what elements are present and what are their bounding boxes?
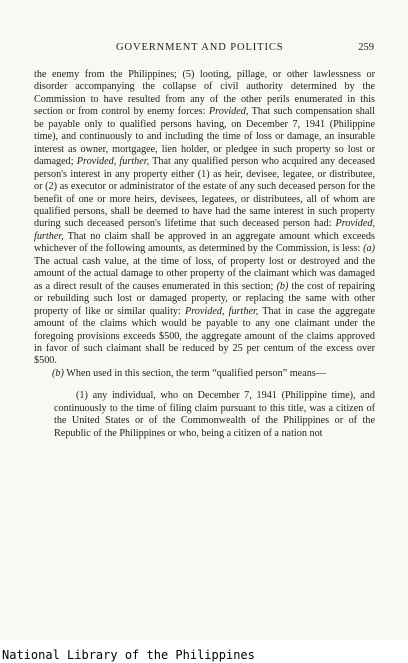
text-segment: The actual cash value, at the time of loss, of property lost or destroyed and the amount of the actual damage to other property of the claimant which was damaged as a direct result of the causes enumerated in this section; bbox=[34, 255, 375, 292]
paragraph-qualified-person bbox=[34, 368, 375, 380]
proviso-italic: Provided, further, bbox=[76, 156, 150, 168]
text-segment: That such compensation shall be payable only to qualified persons having, on December 7, 1941 (Philippine time), and continuously to and including the time of loss or damage, an insurable interest as owner, mortgagee, lien holder, or pledgee in such property so lost or damaged; bbox=[34, 106, 376, 168]
paragraph-compensation-provisions bbox=[34, 69, 375, 368]
library-watermark: National Library of the Philippines bbox=[2, 648, 255, 662]
text-segment: That any qualified person who acquired any deceased person's interest in any property either (1) as heir, devisee, legatee, or distributee, or (2) as executor or administrator of the estate of any such deceased person for the benefit of one or more heirs, devisees, legatees, or distributees, all of whom are qualified persons, shall be deemed to have had the same interest in such property during such deceased person's lifetime that such deceased person had: bbox=[34, 156, 376, 230]
page-number: 259 bbox=[358, 42, 374, 53]
item-label-italic: (b) bbox=[276, 280, 289, 292]
text-segment: That in case the aggregate amount of the claims which would be payable to any one claimant under the foregoing provisions exceeds $500, the aggregate amount of the claims approved in favor of such claimant shall be reduced by 25 per centum of the excess over $500. bbox=[34, 305, 375, 367]
running-head-title: GOVERNMENT AND POLITICS bbox=[116, 42, 284, 53]
item-label-italic: (a) bbox=[363, 243, 375, 255]
text-segment: (1) any individual, who on December 7, 1941 (Philippine time), and continuously to the time of filing claim pursuant to this title, was a citizen of the United States or of the Commonwealth of the Philippines or of the Republic of the Philippines or who, being a citizen of a nation not bbox=[54, 390, 375, 439]
proviso-italic: Provided, further, bbox=[34, 218, 375, 242]
text-segment: When used in this section, the term “qualified person” means— bbox=[63, 367, 326, 379]
text-segment: the cost of repairing or rebuilding such lost or damaged property, or replacing the same with other property of like or similar quality: bbox=[34, 280, 375, 317]
running-head bbox=[34, 42, 374, 56]
paragraph-item-1 bbox=[34, 390, 375, 440]
text-segment: the enemy from the Philippines; (5) looting, pillage, or other lawlessness or disorder accompanying the collapse of civil authority determined by the Commission to have resulted from any of the other perils enumerated in this section or from control by enemy forces: bbox=[34, 69, 375, 118]
proviso-italic: Provided, bbox=[208, 106, 249, 118]
proviso-italic: Provided, further, bbox=[184, 305, 259, 317]
body-text bbox=[34, 69, 375, 440]
subsection-label: (b) bbox=[52, 367, 64, 379]
text-segment: That no claim shall be approved in an aggregate amount which exceeds whichever of the following amounts, as determined by the Commission, is less: bbox=[34, 230, 375, 255]
